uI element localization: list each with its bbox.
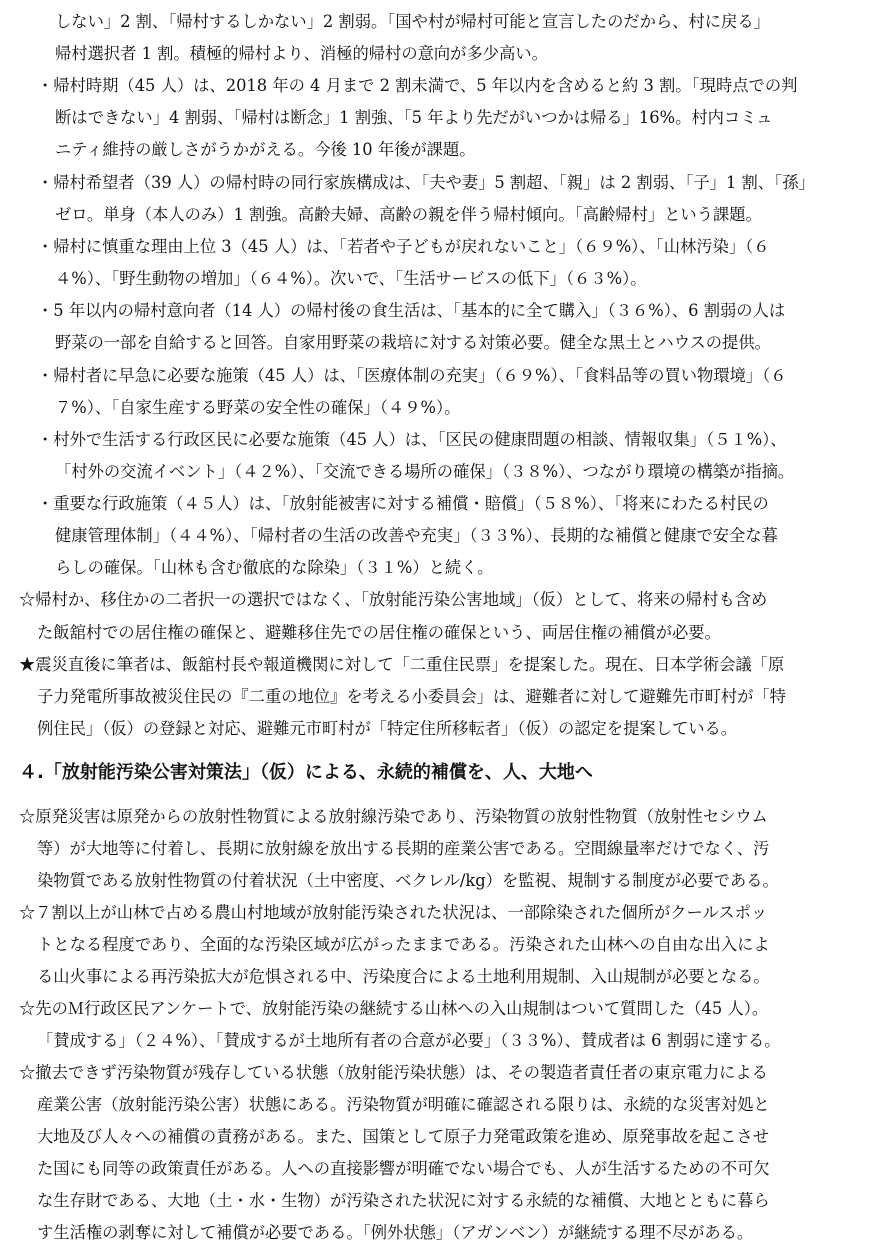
bullet-item: ・村外で生活する行政区民に必要な施策（45 人）は、「区民の健康問題の相談、情報収集」（５１%）、 — [37, 430, 787, 449]
bullet-item: ・帰村に慎重な理由上位 3（45 人）は、「若者や子どもが戻れないこと」（６９%）、「山林汚染」（６ — [37, 237, 770, 256]
star-paragraph: ☆原発災害は原発からの放射性物質による放射線汚染であり、汚染物質の放射性物質（放射性セシウム — [19, 807, 768, 826]
text-line: な生存財である、大地（土・水・生物）が汚染された状況に対する永続的な補償、大地とともに暮ら — [37, 1191, 770, 1210]
text-line: ７%）、「自家生産する野菜の安全性の確保」（４９%）。 — [55, 398, 461, 417]
text-line: 例住民」（仮）の登録と対応、避難元市町村が「特定住所移転者」（仮）の認定を提案している。 — [37, 719, 738, 738]
text-line: 産業公害（放射能汚染公害）状態にある。汚染物質が明確に確認される限りは、永続的な災害対処と — [37, 1095, 770, 1114]
text-line: 野菜の一部を自給すると回答。自家用野菜の栽培に対する対策必要。健全な黒土とハウスの提供。 — [55, 333, 771, 352]
star-paragraph: ☆撤去できず汚染物質が残存している状態（放射能汚染状態）は、その製造者責任者の東京電力による — [19, 1063, 768, 1082]
text-line: ニティ維持の厳しさがうかがえる。今後 10 年後が課題。 — [55, 140, 476, 159]
star-paragraph: ☆先のＭ行政区民アンケートで、放射能汚染の継続する山林への入山規制はついて質問した（45 人）。 — [19, 999, 769, 1018]
star-paragraph: ☆帰村か、移住かの二者択一の選択ではなく、「放射能汚染公害地域」（仮）として、将来の帰村も含め — [19, 590, 768, 609]
text-line: す生活権の剥奪に対して補償が必要である。「例外状態」（アガンベン）が継続する理不尽がある。 — [37, 1223, 754, 1242]
text-line: しない」2 割、「帰村するしかない」2 割弱。「国や村が帰村可能と宣言したのだから、村に戻る」 — [55, 12, 770, 31]
text-line: トとなる程度であり、全面的な汚染区域が広がったままである。汚染された山林への自由な出入によ — [37, 935, 770, 954]
section-heading: ４.「放射能汚染公害対策法」（仮）による、永続的補償を、人、大地へ — [19, 762, 593, 783]
text-line: 帰村選択者 1 割。積極的帰村より、消極的帰村の意向が多少高い。 — [55, 44, 548, 63]
text-line: 健康管理体制」（４４%）、「帰村者の生活の改善や充実」（３３%）、長期的な補償と健康で安全な暮 — [55, 526, 778, 545]
text-line: 染物質である放射性物質の付着状況（土中密度、ベクレル/kg）を監視、規制する制度が必要である。 — [37, 871, 779, 890]
text-line: 断はできない」4 割弱、「帰村は断念」1 割強、「5 年より先だがいつかは帰る」16%。村内コミュ — [55, 108, 773, 127]
bullet-item: ・帰村希望者（39 人）の帰村時の同行家族構成は、「夫や妻」5 割超、「親」は 2 割弱、「子」1 割、「孫」 — [37, 173, 815, 192]
text-line: 等）が大地等に付着し、長期に放射線を放出する長期的産業公害である。空間線量率だけでなく、汚 — [37, 839, 770, 858]
bullet-item: ・5 年以内の帰村意向者（14 人）の帰村後の食生活は、「基本的に全て購入」（３６%）、6 割弱の人は — [37, 301, 786, 320]
bullet-item: ・帰村時期（45 人）は、2018 年の 4 月まで 2 割未満で、5 年以内を含めると約 3 割。「現時点での判 — [37, 76, 798, 95]
text-line: 大地及び人々への補償の責務がある。また、国策として原子力発電政策を進め、原発事故を起こさせ — [37, 1127, 770, 1146]
bullet-item: ・帰村者に早急に必要な施策（45 人）は、「医療体制の充実」（６９%）、「食料品等の買い物環境」（６ — [37, 366, 787, 385]
text-line: ゼロ。単身（本人のみ）1 割強。高齢夫婦、高齢の親を伴う帰村傾向。「高齢帰村」という課題。 — [55, 205, 762, 224]
text-line: る山火事による再汚染拡大が危惧される中、汚染度合による土地利用規制、入山規制が必要となる。 — [37, 967, 770, 986]
star-paragraph: ☆７割以上が山林で占める農山村地域が放射能汚染された状況は、一部除染された個所がクールスポッ — [19, 903, 768, 922]
text-line: 「賛成する」（２４%）、「賛成するが土地所有者の合意が必要」（３３%）、賛成者は 6 割弱に達する。 — [37, 1031, 781, 1050]
text-line: ４%）、「野生動物の増加」（６４%）。次いで、「生活サービスの低下」（６３%）。 — [55, 269, 647, 288]
star-paragraph: ★震災直後に筆者は、飯舘村長や報道機関に対して「二重住民票」を提案した。現在、日本学術会議「原 — [19, 655, 785, 674]
text-line: 「村外の交流イベント」（４２%）、「交流できる場所の確保」（３８%）、つながり環境の構築が指摘。 — [55, 462, 795, 481]
text-line: た国にも同等の政策責任がある。人への直接影響が明確でない場合でも、人が生活するための不可欠 — [37, 1159, 770, 1178]
text-line: た飯舘村での居住権の確保と、避難移住先での居住権の確保という、両居住権の補償が必要。 — [37, 623, 721, 642]
text-line: 子力発電所事故被災住民の『二重の地位』を考える小委員会」は、避難者に対して避難先市町村が「特 — [37, 687, 786, 706]
text-line: らしの確保。「山林も含む徹底的な除染」（３１%）と続く。 — [55, 558, 494, 577]
bullet-item: ・重要な行政施策（４５人）は、「放射能被害に対する補償・賠償」（５８%）、「将来にわたる村民の — [37, 494, 769, 513]
